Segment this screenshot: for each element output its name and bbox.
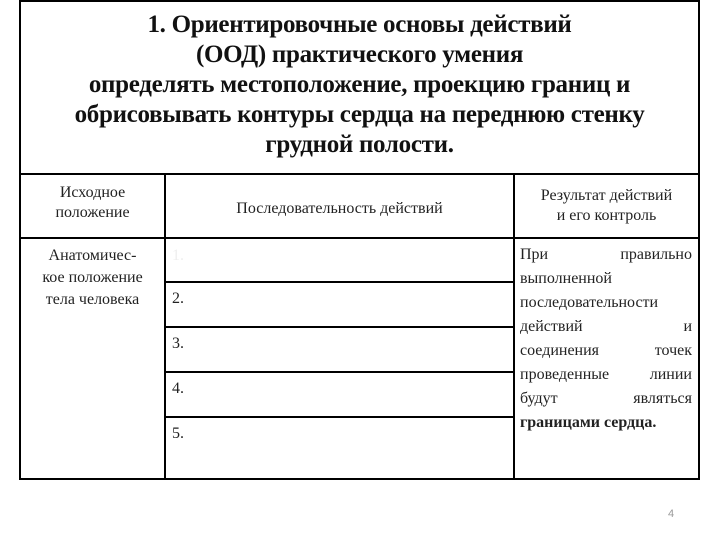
step-divider-3 [165,371,514,373]
header-sequence: Последовательность действий [236,200,443,217]
header-initial-position: Исходное положение [55,184,130,221]
page-title [21,2,698,175]
title-line-2: (ООД) практического умения [195,41,524,68]
header-divider [19,237,700,239]
step-1: 1. [172,247,184,264]
step-2: 2. [172,290,184,307]
step-divider-4 [165,416,514,418]
title-line-4: обрисовывать контуры сердца на переднюю стенку [74,101,645,128]
header-result: Результат действий и его контроль [540,187,673,224]
title-line-5: грудной полости. [265,131,454,158]
step-divider-1 [165,281,514,283]
title-line-3: определять местоположение, проекцию границ и [88,71,631,98]
initial-position-cell: Анатомичес- кое положение тела человека [42,247,143,308]
step-3: 3. [172,335,184,352]
step-4: 4. [172,380,184,397]
step-5: 5. [172,425,184,442]
result-emphasis: границами сердца. [520,414,657,431]
page-number: 4 [668,508,675,520]
result-cell: При правильно выполненной последовательности действий и соединения точек проведенные линии будут являться границами сердца. [520,243,692,435]
step-divider-2 [165,326,514,328]
title-line-1: 1. Ориентировочные основы действий [147,11,572,38]
